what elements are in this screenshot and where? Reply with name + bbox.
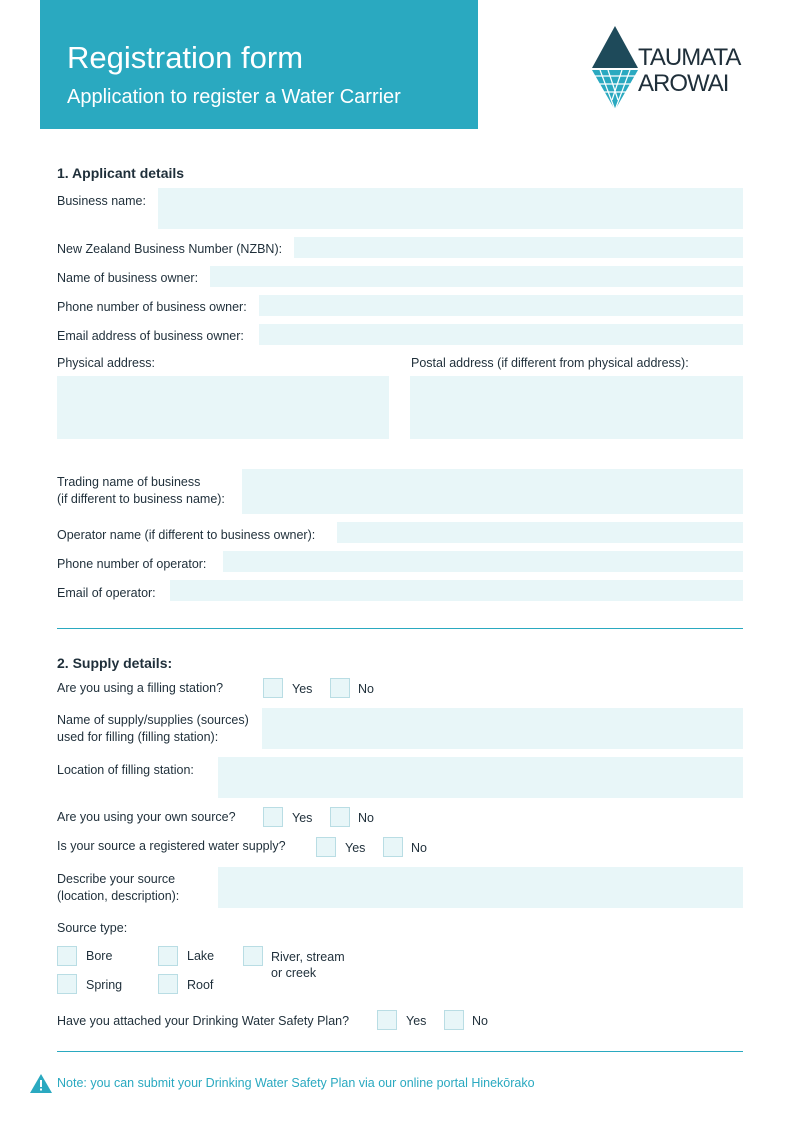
owner-phone-label: Phone number of business owner:	[57, 300, 247, 314]
bore-label: Bore	[86, 949, 113, 963]
operator-name-label: Operator name (if different to business owner):	[57, 528, 316, 542]
postal-address-label: Postal address (if different from physical address):	[411, 356, 689, 370]
filling-station-question: Are you using a filling station?	[57, 681, 224, 695]
trading-name-label-2: (if different to business name):	[57, 492, 225, 506]
operator-phone-field[interactable]	[223, 551, 743, 572]
filling-station-yes-label: Yes	[292, 682, 313, 696]
registered-no-checkbox[interactable]	[383, 837, 403, 857]
nzbn-field[interactable]	[294, 237, 743, 258]
lake-label: Lake	[187, 949, 215, 963]
river-label-1: River, stream	[271, 950, 345, 964]
filling-station-no-checkbox[interactable]	[330, 678, 350, 698]
section-divider	[57, 628, 743, 629]
business-name-label: Business name:	[57, 194, 146, 208]
taumata-arowai-logo	[590, 24, 760, 114]
describe-source-label-2: (location, description):	[57, 889, 180, 903]
page-title: Registration form	[67, 40, 304, 75]
registered-no-label: No	[411, 841, 427, 855]
supply-name-label-1: Name of supply/supplies (sources)	[57, 713, 249, 727]
warning-icon	[29, 1073, 53, 1094]
owner-email-field[interactable]	[259, 324, 743, 345]
spring-label: Spring	[86, 978, 123, 992]
note-text: Note: you can submit your Drinking Water Safety Plan via our online portal Hinekōrako	[57, 1076, 535, 1090]
roof-label: Roof	[187, 978, 214, 992]
owner-name-field[interactable]	[210, 266, 743, 287]
logo-triangle-icon	[590, 24, 640, 112]
physical-address-label: Physical address:	[57, 356, 155, 370]
describe-source-label-1: Describe your source	[57, 872, 176, 886]
dwsp-yes-label: Yes	[406, 1014, 427, 1028]
bore-checkbox[interactable]	[57, 946, 77, 966]
bottom-divider	[57, 1051, 743, 1052]
dwsp-question: Have you attached your Drinking Water Safety Plan?	[57, 1014, 350, 1028]
spring-checkbox[interactable]	[57, 974, 77, 994]
operator-name-field[interactable]	[337, 522, 743, 543]
source-type-label: Source type:	[57, 921, 128, 935]
postal-address-field[interactable]	[410, 376, 743, 439]
location-field[interactable]	[218, 757, 743, 798]
own-source-question: Are you using your own source?	[57, 810, 236, 824]
section-heading-supply: 2. Supply details:	[57, 655, 173, 671]
river-label-2: or creek	[271, 966, 317, 980]
owner-phone-field[interactable]	[259, 295, 743, 316]
roof-checkbox[interactable]	[158, 974, 178, 994]
dwsp-no-checkbox[interactable]	[444, 1010, 464, 1030]
logo-word-2: AROWAI	[638, 70, 729, 97]
own-source-yes-label: Yes	[292, 811, 313, 825]
river-checkbox[interactable]	[243, 946, 263, 966]
operator-email-label: Email of operator:	[57, 586, 156, 600]
page-subtitle: Application to register a Water Carrier	[67, 86, 401, 108]
lake-checkbox[interactable]	[158, 946, 178, 966]
physical-address-field[interactable]	[57, 376, 389, 439]
owner-name-label: Name of business owner:	[57, 271, 199, 285]
business-name-field[interactable]	[158, 188, 743, 229]
section-heading-applicant: 1. Applicant details	[57, 165, 185, 181]
supply-name-label-2: used for filling (filling station):	[57, 730, 219, 744]
registered-yes-checkbox[interactable]	[316, 837, 336, 857]
describe-source-field[interactable]	[218, 867, 743, 908]
header-banner	[40, 0, 478, 129]
nzbn-label: New Zealand Business Number (NZBN):	[57, 242, 283, 256]
registered-question: Is your source a registered water supply?	[57, 839, 286, 853]
trading-name-field[interactable]	[242, 469, 743, 514]
filling-station-no-label: No	[358, 682, 374, 696]
own-source-no-checkbox[interactable]	[330, 807, 350, 827]
supply-name-field[interactable]	[262, 708, 743, 749]
trading-name-label-1: Trading name of business	[57, 475, 201, 489]
dwsp-no-label: No	[472, 1014, 488, 1028]
own-source-yes-checkbox[interactable]	[263, 807, 283, 827]
operator-phone-label: Phone number of operator:	[57, 557, 207, 571]
location-label: Location of filling station:	[57, 763, 194, 777]
filling-station-yes-checkbox[interactable]	[263, 678, 283, 698]
operator-email-field[interactable]	[170, 580, 743, 601]
logo-word-1: TAUMATA	[638, 44, 741, 71]
owner-email-label: Email address of business owner:	[57, 329, 244, 343]
own-source-no-label: No	[358, 811, 374, 825]
registered-yes-label: Yes	[345, 841, 366, 855]
dwsp-yes-checkbox[interactable]	[377, 1010, 397, 1030]
